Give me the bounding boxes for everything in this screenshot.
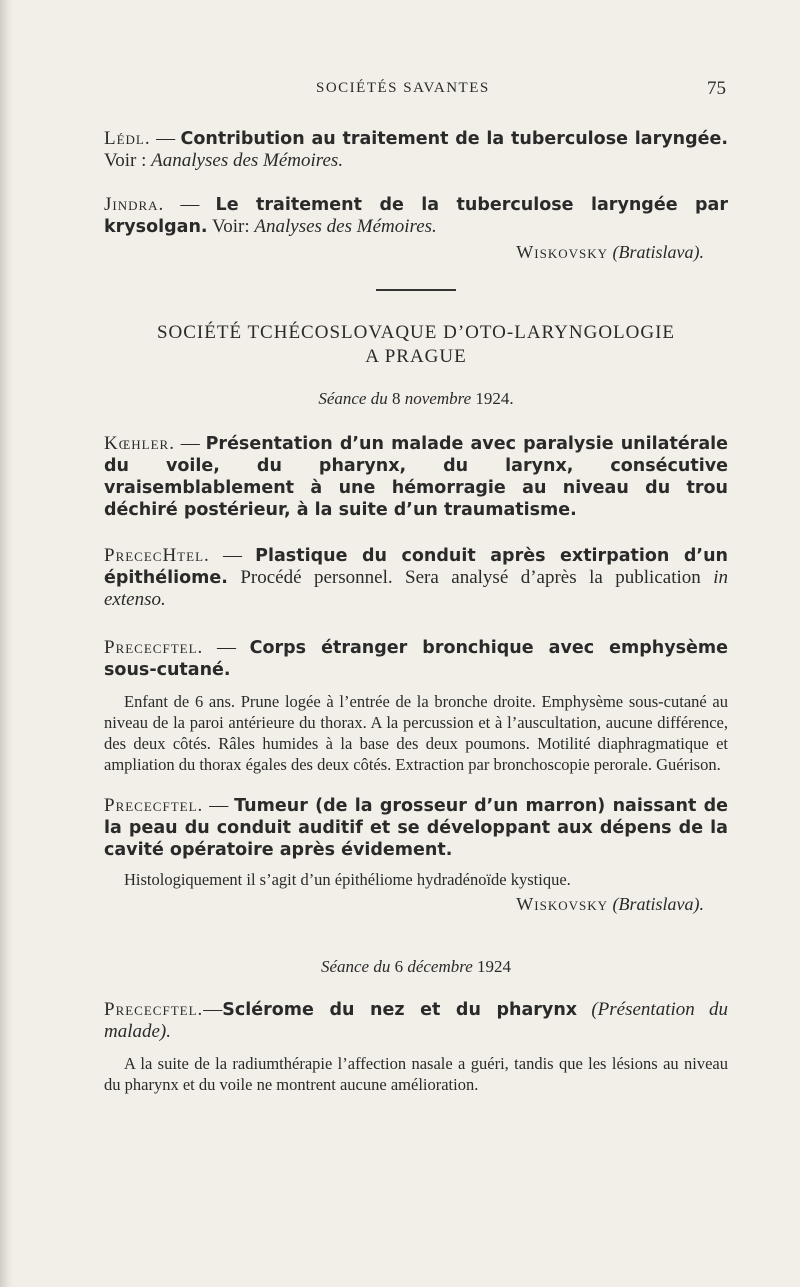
signature-place: (Bratislava). xyxy=(612,894,704,914)
title-sclerome: Sclérome du nez et du pharynx xyxy=(222,1000,578,1020)
seance-date-2: Séance du 6 décembre 1924 xyxy=(320,957,512,976)
signature-2 xyxy=(104,894,728,915)
entry-ledl xyxy=(104,128,728,172)
author-koehler: Kœhler. xyxy=(104,433,175,454)
title-corps-etranger: Corps étranger bronchique avec emphysème sous-cutané. xyxy=(104,638,729,680)
dash: — xyxy=(164,194,216,215)
body-sclerome: A la suite de la radiumthérapie l’affection nasale a guéri, tandis que les lésions au niveau du pharynx et du voile ne montrent aucune amélioration. xyxy=(104,1054,728,1094)
author-prececthel: Prececftel. xyxy=(104,999,204,1020)
seance-date-1: Séance du 8 novembre 1924. xyxy=(318,389,514,408)
entry-prececthel-2: Prececftel. — Corps étranger bronchique avec emphysème sous-cutané. xyxy=(104,637,729,680)
author-jindra: Jindra. xyxy=(104,194,165,215)
body-tumeur: Histologiquement il s’agit d’un épithéliome hydradénoïde kystique. xyxy=(124,870,571,889)
dash: — xyxy=(150,128,181,149)
title-plastique: Plastique du conduit après extirpation d’un épithéliome. xyxy=(104,546,728,588)
author-prececthel: PrececHtel. xyxy=(104,545,210,566)
signature-name: Wiskovsky xyxy=(516,894,608,914)
entry-prececthel-1: PrececHtel. — Plastique du conduit après extirpation d’un épithéliome. Procédé personnel. Sera analysé d’après la publication in extenso. xyxy=(104,545,728,610)
signature-name: Wiskovsky xyxy=(516,242,608,262)
page-header xyxy=(104,78,728,102)
section-rule xyxy=(376,289,456,291)
entry-jindra xyxy=(104,194,728,238)
title-tumeur: Tumeur (de la grosseur d’un marron) naissant de la peau du conduit auditif et se développant aux dépens de la cavité opératoire après évidement. xyxy=(104,796,728,860)
author-ledl: Lédl. xyxy=(104,128,151,149)
ref-prefix: Voir : xyxy=(104,150,152,171)
ref-jindra: Analyses des Mémoires. xyxy=(254,216,437,237)
society-city: A PRAGUE xyxy=(365,346,467,367)
title-koehler: Présentation d’un malade avec paralysie unilatérale du voile, du pharynx, du larynx, consécutive vraisemblablement à une hémorragie au niveau du trou déchiré postérieur, à la suite d’un traumatisme. xyxy=(104,434,728,520)
page-number: 75 xyxy=(707,78,726,99)
page-edge xyxy=(0,0,14,1287)
ref-ledl: Aanalyses des Mémoires. xyxy=(151,150,344,171)
author-prececthel: Prececftel. xyxy=(104,795,204,816)
body-corps-etranger: Enfant de 6 ans. Prune logée à l’entrée de la bronche droite. Emphysème sous-cutané au niveau de la paroi antérieure du thorax. A la percussion et à l’auscultation, aucune différence, des deux côtés. Râles humides à la base des deux poumons. Motilité diaphragmatique et ampliation du thorax égales des deux côtés. Extraction par bronchoscopie perorale. Guérison. xyxy=(104,692,728,774)
author-prececthel: Prececftel. xyxy=(104,637,204,658)
title-ledl: Contribution au traitement de la tuberculose laryngée. xyxy=(180,129,728,149)
page-content xyxy=(104,128,728,1095)
entry-prececthel-4: Prececftel.—Sclérome du nez et du pharynx (Présentation du malade). xyxy=(104,999,728,1042)
signature-1 xyxy=(104,242,728,263)
ref-prefix: Voir: xyxy=(207,216,255,237)
running-title: SOCIÉTÉS SAVANTES xyxy=(316,80,490,96)
title-jindra: Le traitement de la tuberculose laryngée par krysolgan. xyxy=(104,195,728,237)
entry-prececthel-3: Prececftel. — Tumeur (de la grosseur d’un marron) naissant de la peau du conduit auditif et se développant aux dépens de la cavité opératoire après évidement. xyxy=(104,795,728,860)
society-title: SOCIÉTÉ TCHÉCOSLOVAQUE D’OTO-LARYNGOLOGIE xyxy=(156,322,676,343)
entry-koehler: Kœhler. — Présentation d’un malade avec paralysie unilatérale du voile, du pharynx, du larynx, consécutive vraisemblablement à une hémorragie au niveau du trou déchiré postérieur, à la suite d’un traumatisme. xyxy=(104,433,728,520)
signature-place: (Bratislava). xyxy=(612,242,704,262)
